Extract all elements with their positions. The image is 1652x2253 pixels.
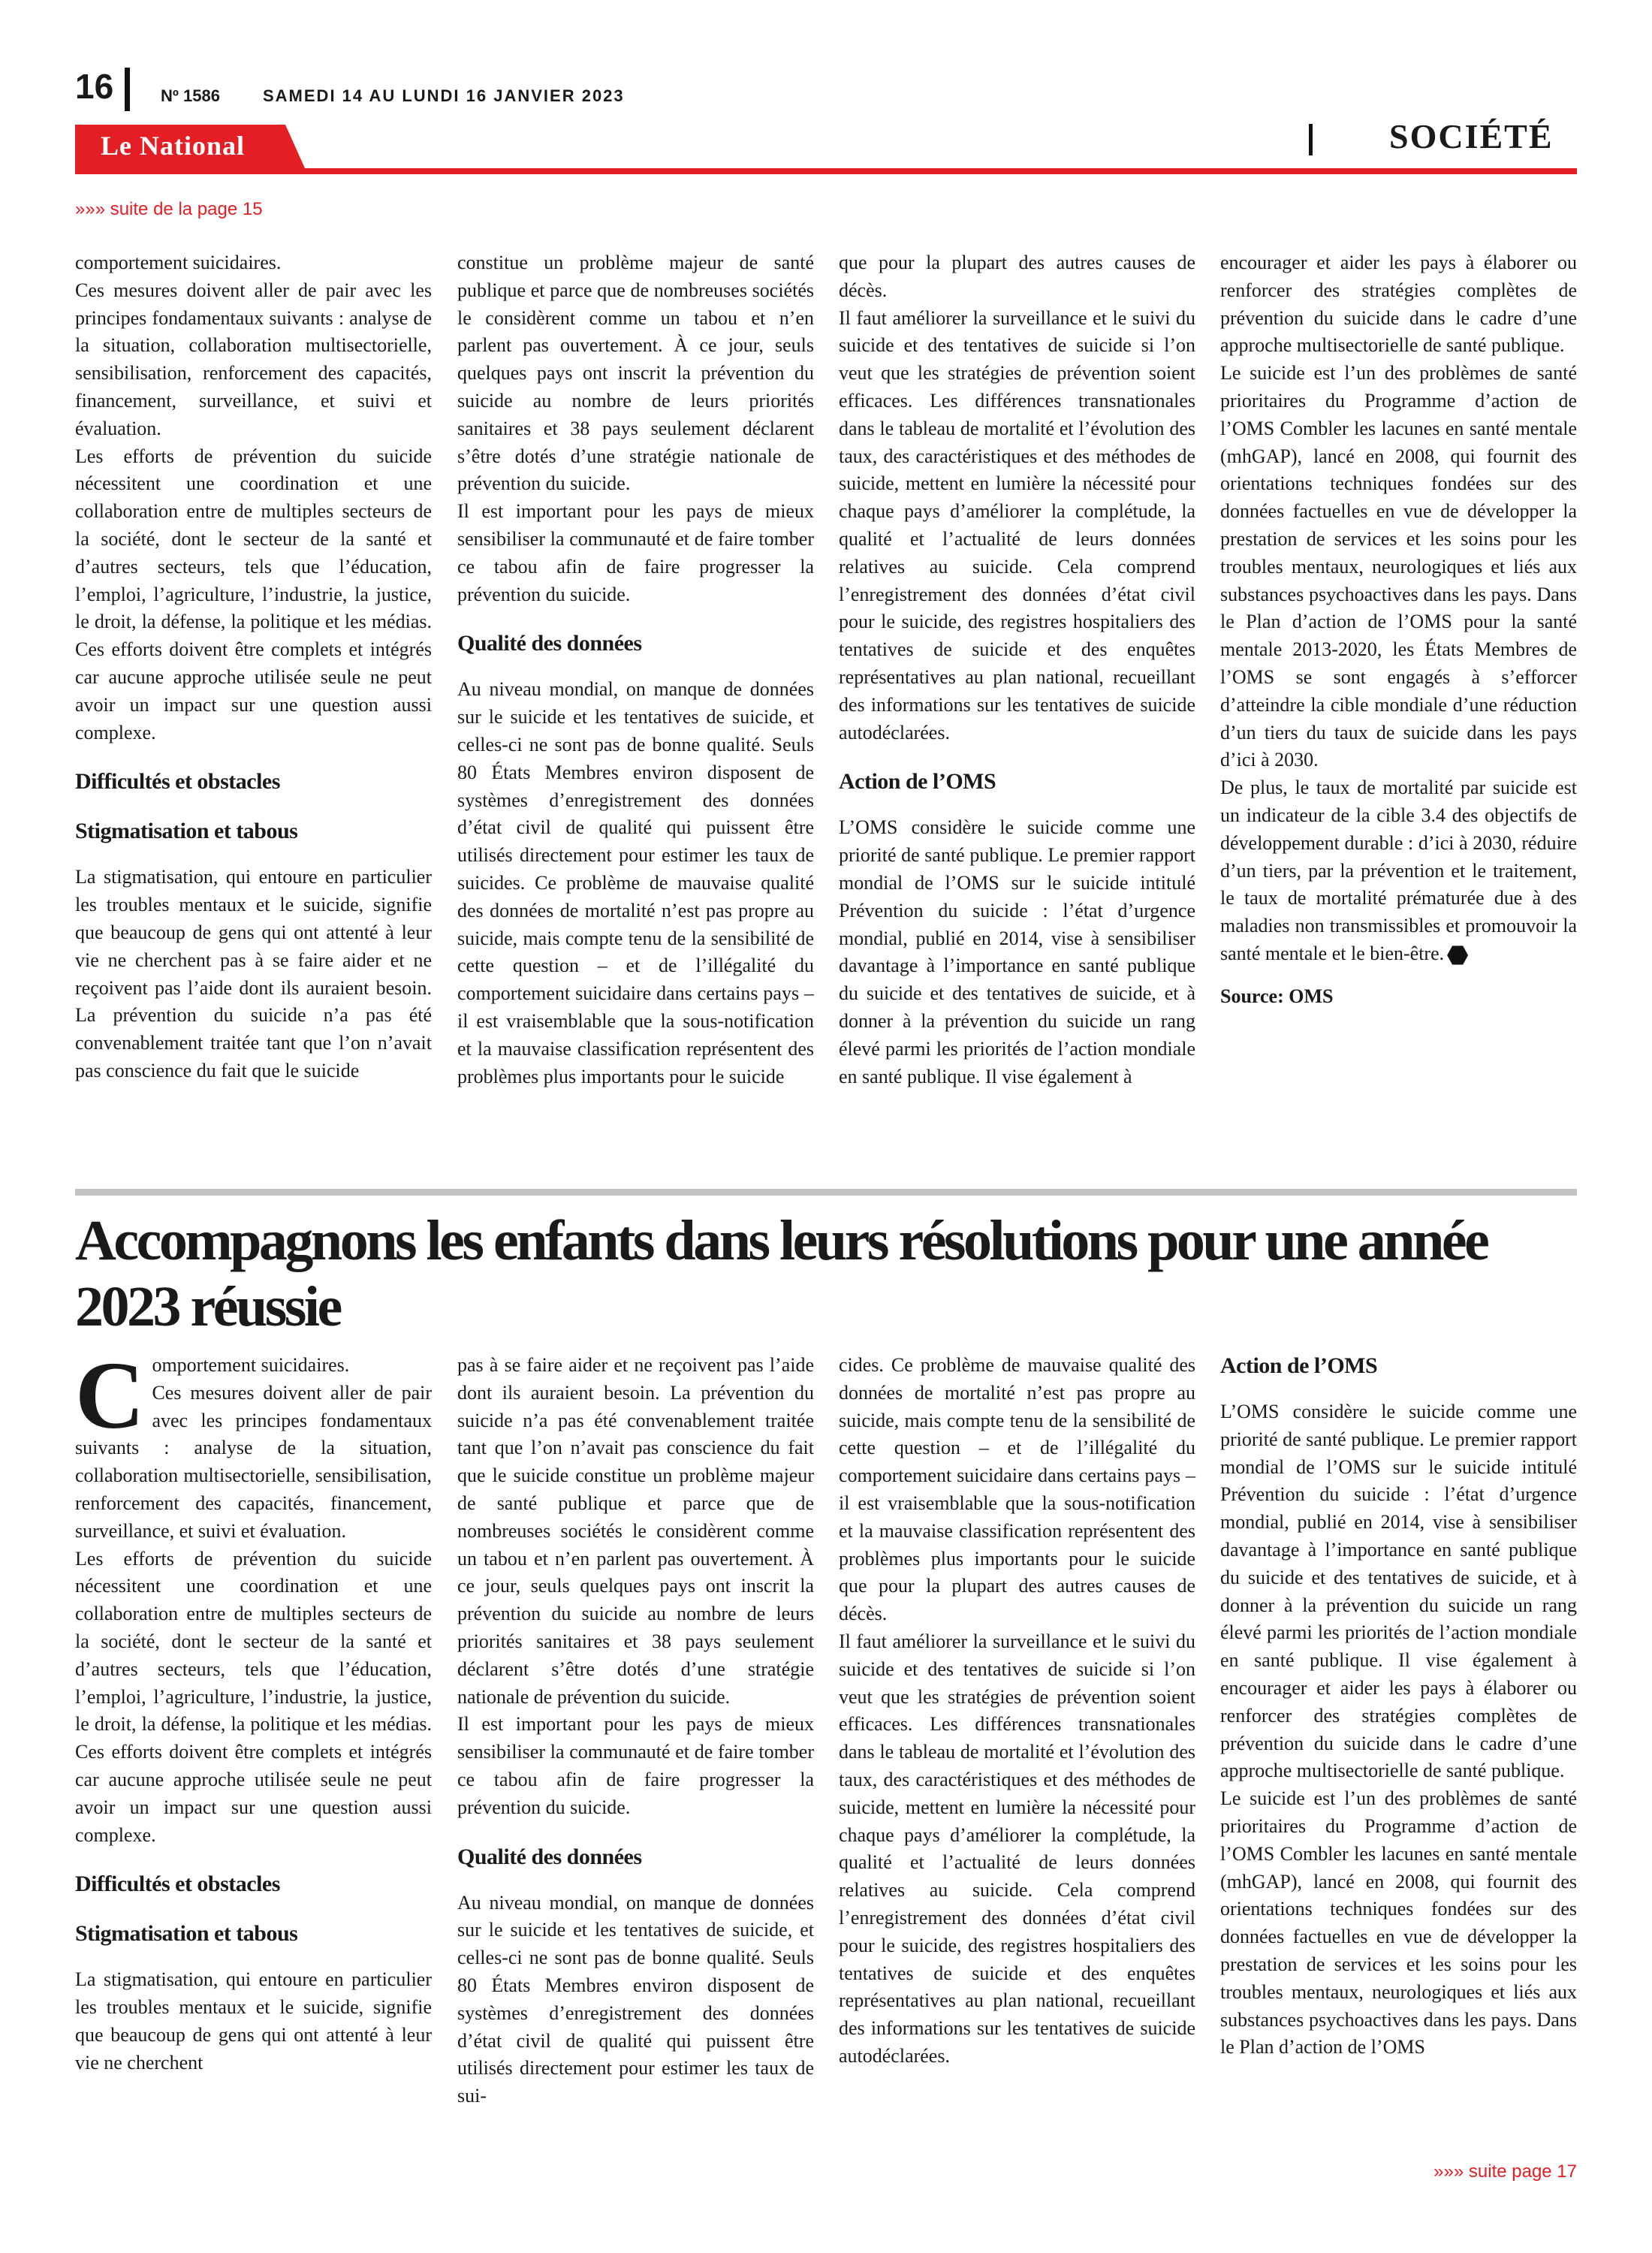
continued-from-link[interactable]: »»» suite de la page 15 (75, 199, 263, 219)
issue-date: SAMEDI 14 AU LUNDI 16 JANVIER 2023 (263, 86, 625, 105)
subheading-qualite: Qualité des données (457, 1844, 642, 1869)
paragraph-text: De plus, le taux de mortalité par suicide est un indicateur de la cible 3.4 des objectifs de développement durable : d’ici à 2030, réduire d’un tiers, par la prévention et le traitement, le taux de mortalité prématurée due à des maladies non transmissibles et promouvoir la santé mentale et le bien-être. (1220, 777, 1577, 964)
paragraph: Les efforts de prévention du suicide nécessitent une coordination et une collaboration entre de multiples secteurs de la société, dont le secteur de la santé et d’autres secteurs, tels que l’éducation, l’emploi, l’agriculture, l’industrie, la justice, le droit, la défense, la politique et les médias. Ces efforts doivent être complets et intégrés car aucune approche utilisée seule ne peut avoir un impact sur une question aussi complexe. (75, 445, 432, 743)
upper-column-3 (839, 249, 1195, 1090)
paragraph: Ces mesures doivent aller de pair avec les principes fondamentaux suivants : analyse de la situation, collaboration multisectorielle, sensibilisation, renforcement des capacités, financement, surveillance, et suivi et évaluation. (75, 279, 432, 439)
lower-column-1 (75, 1342, 432, 2077)
paragraph (75, 1342, 432, 1449)
paragraph-text: omportement suicidaires. (152, 1354, 350, 1376)
subheading-difficultes: Difficultés et obstacles (75, 1871, 280, 1897)
subheading-action: Action de l’OMS (1220, 1353, 1378, 1378)
paragraph: Au niveau mondial, on manque de données sur le suicide et les tentatives de suicide, et celles-ci ne sont pas de bonne qualité. Seuls 80 États Membres environ disposent de systèmes d’enregistrement des données d’état civil de qualité qui puissent être utilisés directement pour estimer les taux de suicides. Ce problème de mauvaise qualité des données de mortalité n’est pas propre au suicide, mais compte tenu de la sensibilité de cette question – et de l’illégalité du comportement suicidaire dans certains pays – il est vraisemblable que la sous-notification et la mauvaise classification représentent des problèmes plus importants pour le suicide (457, 678, 814, 1087)
continued-to-link[interactable]: »»» suite page 17 (1433, 2161, 1577, 2182)
lower-column-3 (839, 1352, 1195, 2071)
paragraph: constitue un problème majeur de santé publique et parce que de nombreuses sociétés le considèrent comme un tabou et n’en parlent pas ouvertement. À ce jour, seuls quelques pays ont inscrit la prévention du suicide au nombre de leurs priorités sanitaires et 38 pays seulement déclarent s’être dotés d’une stratégie nationale de prévention du suicide. (457, 252, 814, 495)
subheading-difficultes: Difficultés et obstacles (75, 769, 280, 795)
upper-column-1 (75, 249, 432, 1085)
paragraph: comportement suicidaires. (75, 252, 282, 273)
upper-column-4 (1220, 249, 1577, 1011)
header-rule (75, 168, 1577, 174)
issue-number: Nº 1586 (161, 86, 220, 105)
paragraph: pas à se faire aider et ne reçoivent pas l’aide dont ils auraient besoin. La prévention du suicide n’a pas été convenablement traitée tant que l’on n’avait pas conscience du fait que le suicide constitue un problème majeur de santé publique et parce que de nombreuses sociétés le considèrent comme un tabou et n’en parlent pas ouvertement. À ce jour, seuls quelques pays ont inscrit la prévention du suicide au nombre de leurs priorités sanitaires et 38 pays seulement déclarent s’être dotés d’une stratégie nationale de prévention du suicide. (457, 1354, 814, 1708)
paragraph: cides. Ce problème de mauvaise qualité des données de mortalité n’est pas propre au suicide, mais compte tenu de la sensibilité de cette question – et de l’illégalité du comportement suicidaire dans certains pays – il est vraisemblable que la sous-notification et la mauvaise classification représentent des problèmes plus importants pour le suicide que pour la plupart des autres causes de décès. (839, 1354, 1195, 1625)
paragraph: La stigmatisation, qui entoure en particulier les troubles mentaux et le suicide, signifie que beaucoup de gens qui ont attenté à leur vie ne cherchent pas à se faire aider et ne reçoivent pas l’aide dont ils auraient besoin. La prévention du suicide n’a pas été convenablement traitée tant que l’on n’avait pas conscience du fait que le suicide (75, 866, 432, 1081)
drop-cap: C (75, 1342, 145, 1449)
paragraph: encourager et aider les pays à élaborer ou renforcer des stratégies complètes de prévention du suicide dans le cadre d’une approche multisectorielle de santé publique. (1220, 252, 1577, 357)
paragraph: Ces mesures doivent aller de pair avec les principes fondamentaux suivants : analyse de la situation, collaboration multisectorielle, sensibilisation, renforcement des capacités, financement, surveillance, et suivi et évaluation. (75, 1381, 432, 1542)
subheading-action: Action de l’OMS (839, 769, 996, 795)
paragraph: Le suicide est l’un des problèmes de santé prioritaires du Programme d’action de l’OMS Combler les lacunes en santé mentale (mhGAP), lancé en 2008, qui fournit des orientations techniques fondées sur des données factuelles en vue de développer la prestation de services et les soins pour les troubles mentaux, neurologiques et liés aux substances psychoactives dans les pays. Dans le Plan d’action de l’OMS (1220, 1787, 1577, 2058)
header-divider (125, 68, 130, 111)
paragraph: Au niveau mondial, on manque de données sur le suicide et les tentatives de suicide, et celles-ci ne sont pas de bonne qualité. Seuls 80 États Membres environ disposent de systèmes d’enregistrement des données d’état civil de qualité qui puissent être utilisés directement pour estimer les taux de sui- (457, 1891, 814, 2107)
section-divider (1309, 124, 1313, 155)
paragraph: Il est important pour les pays de mieux sensibiliser la communauté et de faire tomber ce tabou afin de faire progresser la prévention du suicide. (457, 1713, 814, 1818)
section-title: SOCIÉTÉ (1389, 117, 1554, 155)
paragraph: Il est important pour les pays de mieux sensibiliser la communauté et de faire tomber ce tabou afin de faire progresser la prévention du suicide. (457, 500, 814, 605)
end-of-article-icon (1447, 945, 1468, 966)
article-source: Source: OMS (1220, 985, 1334, 1007)
upper-column-2 (457, 249, 814, 1090)
paragraph: Il faut améliorer la surveillance et le suivi du suicide et des tentatives de suicide si l’on veut que les stratégies de prévention soient efficaces. Les différences transnationales dans le tableau de mortalité et l’évolution des taux, des caractéristiques et des méthodes de suicide, mettent en lumière la nécessité pour chaque pays d’améliorer la complétude, la qualité et l’actualité de leurs données relatives au suicide. Cela comprend l’enregistrement des données d’état civil pour le suicide, des registres hospitaliers des tentatives de suicide et des enquêtes représentatives au plan national, recueillant des informations sur les tentatives de suicide autodéclarées. (839, 1630, 1195, 2067)
page-number: 16 (75, 67, 114, 106)
article-divider (75, 1189, 1577, 1196)
paragraph: L’OMS considère le suicide comme une priorité de santé publique. Le premier rapport mondial de l’OMS sur le suicide intitulé Prévention du suicide : l’état d’urgence mondial, publié en 2014, vise à sensibiliser davantage à l’importance en santé publique du suicide et des tentatives de suicide, et à donner à la prévention du suicide un rang élevé parmi les priorités de l’action mondiale en santé publique. Il vise également à (839, 816, 1195, 1087)
paragraph: L’OMS considère le suicide comme une priorité de santé publique. Le premier rapport mondial de l’OMS sur le suicide intitulé Prévention du suicide : l’état d’urgence mondial, publié en 2014, vise à sensibiliser davantage à l’importance en santé publique du suicide et des tentatives de suicide, et à donner à la prévention du suicide un rang élevé parmi les priorités de l’action mondiale en santé publique. Il vise également à encourager et aider les pays à élaborer ou renforcer des stratégies complètes de prévention du suicide dans le cadre d’une approche multisectorielle de santé publique. (1220, 1401, 1577, 1782)
paragraph: que pour la plupart des autres causes de décès. (839, 252, 1195, 301)
paragraph (1220, 774, 1577, 968)
paragraph: La stigmatisation, qui entoure en particulier les troubles mentaux et le suicide, signifie que beaucoup de gens qui ont attenté à leur vie ne cherchent (75, 1968, 432, 2074)
paragraph: Il faut améliorer la surveillance et le suivi du suicide et des tentatives de suicide si l’on veut que les stratégies de prévention soient efficaces. Les différences transnationales dans le tableau de mortalité et l’évolution des taux, des caractéristiques et des méthodes de suicide, mettent en lumière la nécessité pour chaque pays d’améliorer la complétude, la qualité et l’actualité de leurs données relatives au suicide. Cela comprend l’enregistrement des données d’état civil pour le suicide, des registres hospitaliers des tentatives de suicide et des enquêtes représentatives au plan national, recueillant des informations sur les tentatives de suicide autodéclarées. (839, 306, 1195, 743)
paragraph: Le suicide est l’un des problèmes de santé prioritaires du Programme d’action de l’OMS Combler les lacunes en santé mentale (mhGAP), lancé en 2008, qui fournit des orientations techniques fondées sur des données factuelles en vue de développer la prestation de services et les soins pour les troubles mentaux, neurologiques et liés aux substances psychoactives dans les pays. Dans le Plan d’action de l’OMS pour la santé mentale 2013-2020, les États Membres de l’OMS se sont engagés à s’efforcer d’atteindre la cible mondiale d’une réduction d’un tiers du taux de suicide dans les pays d’ici à 2030. (1220, 362, 1577, 771)
newspaper-name: Le National (101, 131, 246, 161)
subheading-stigmatisation: Stigmatisation et tabous (75, 819, 298, 844)
subheading-qualite: Qualité des données (457, 631, 642, 656)
lower-column-2 (457, 1352, 814, 2110)
lower-column-4 (1220, 1352, 1577, 2061)
paragraph: Les efforts de prévention du suicide nécessitent une coordination et une collaboration entre de multiples secteurs de la société, dont le secteur de la santé et d’autres secteurs, tels que l’éducation, l’emploi, l’agriculture, l’industrie, la justice, le droit, la défense, la politique et les médias. Ces efforts doivent être complets et intégrés car aucune approche utilisée seule ne peut avoir un impact sur une question aussi complexe. (75, 1547, 432, 1846)
article-headline: Accompagnons les enfants dans leurs résolutions pour une année 2023 réussie (75, 1209, 1488, 1338)
subheading-stigmatisation: Stigmatisation et tabous (75, 1921, 298, 1947)
